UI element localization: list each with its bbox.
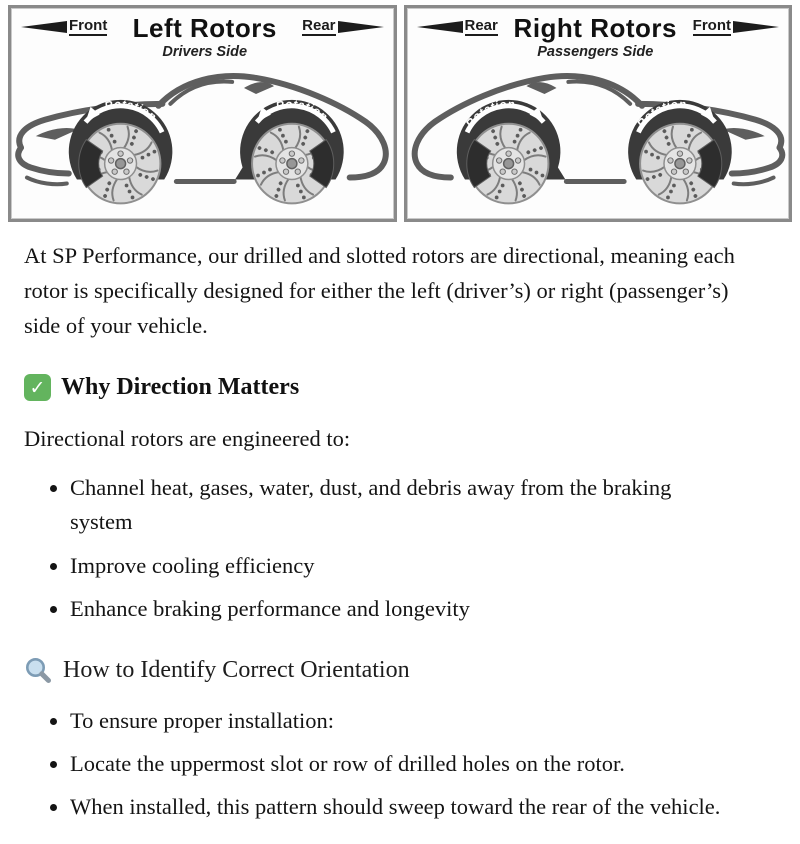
panel-subtitle: Drivers Side — [162, 44, 248, 60]
list-item: • Improve cooling efficiency — [70, 549, 710, 583]
front-direction-label — [21, 18, 107, 36]
panel-title: Right Rotors — [513, 13, 677, 43]
car-body-art-mirrored — [414, 76, 782, 203]
arrow-left-icon — [21, 19, 67, 35]
list-item: • When installed, this pattern should sweep toward the rear of the vehicle. — [70, 790, 760, 824]
magnifier-icon — [24, 656, 53, 685]
rotation-label: Rotation — [634, 98, 687, 131]
left-panel-header — [11, 8, 394, 60]
section1-bullet-list — [24, 471, 776, 626]
left-car-illustration — [11, 60, 394, 217]
section2-bullet-list — [24, 704, 776, 825]
list-item: • Locate the uppermost slot or row of drilled holes on the rotor. — [70, 747, 760, 781]
rear-direction-label — [302, 18, 383, 36]
right-panel-title-block — [498, 15, 693, 60]
panel-subtitle: Passengers Side — [537, 44, 654, 60]
section1-lead: Directional rotors are engineered to: — [24, 426, 351, 452]
check-icon: ✓ — [24, 374, 51, 401]
list-item: • Channel heat, gases, water, dust, and debris away from the braking system — [70, 471, 710, 539]
left-panel-title-block — [107, 15, 302, 60]
article-body — [0, 222, 800, 825]
right-car-illustration — [407, 60, 790, 217]
rotation-label: Rotation — [274, 98, 330, 124]
front-direction-label — [693, 18, 779, 36]
list-item: • Enhance braking performance and longevity — [70, 592, 710, 626]
direction-label-text: Front — [69, 17, 108, 34]
rotor-direction-diagram — [0, 5, 800, 222]
list-item: • To ensure proper installation: — [70, 704, 760, 738]
section-heading-identify-orientation — [24, 656, 776, 685]
section-heading-text: How to Identify Correct Orientation — [63, 657, 410, 684]
intro-paragraph: At SP Performance, our drilled and slotted rotors are directional, meaning each rotor is specifically designed for either the left (driver’s) or right (passenger’s) side of your vehicle. — [24, 243, 735, 339]
right-rotors-panel — [404, 5, 793, 222]
rotation-label: Rotation — [103, 98, 159, 124]
left-rotors-panel — [8, 5, 397, 222]
rotation-label: Rotation — [463, 98, 515, 131]
rear-direction-label — [417, 18, 498, 36]
section-heading-why-direction-matters — [24, 374, 776, 401]
arrow-right-icon — [733, 19, 779, 35]
panel-title: Left Rotors — [132, 13, 277, 43]
direction-label-text: Front — [692, 17, 731, 34]
direction-label-text: Rear — [302, 17, 336, 34]
section-heading-text: Why Direction Matters — [61, 374, 300, 401]
arrow-left-icon — [417, 19, 463, 35]
car-body-art — [18, 76, 386, 203]
right-panel-header — [407, 8, 790, 60]
arrow-right-icon — [338, 19, 384, 35]
direction-label-text: Rear — [464, 17, 498, 34]
